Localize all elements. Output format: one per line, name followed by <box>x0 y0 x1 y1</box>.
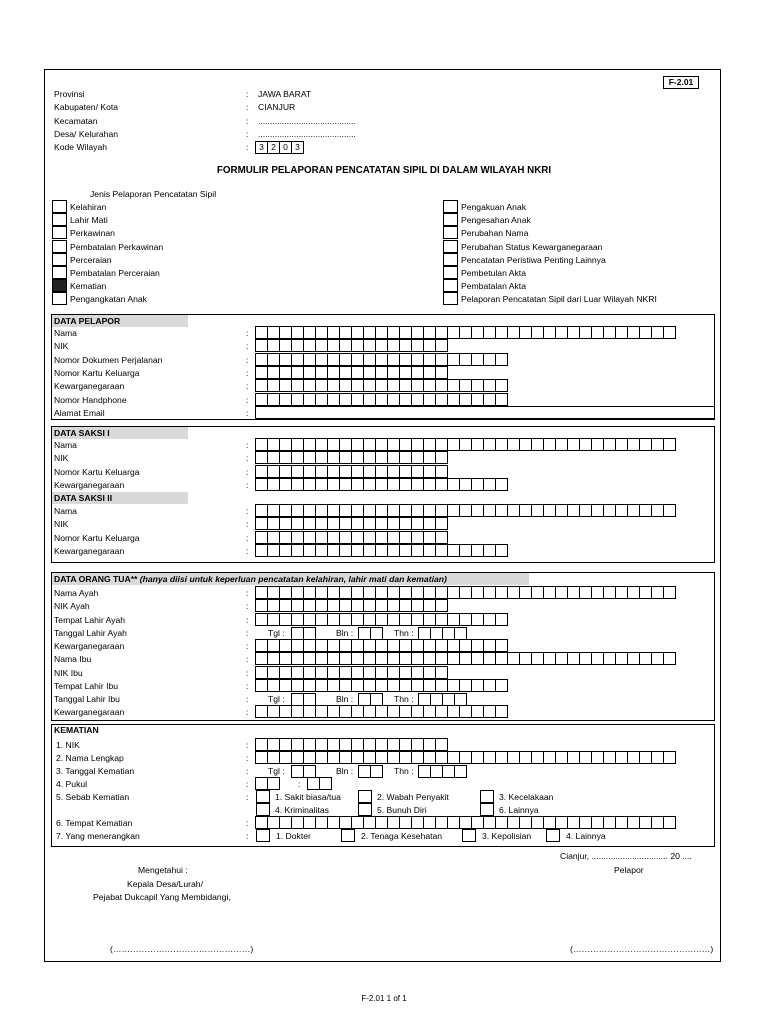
pelapor-input-boxes[interactable] <box>255 366 447 379</box>
char-box[interactable] <box>303 627 316 640</box>
ortu-input-boxes[interactable] <box>255 679 507 692</box>
char-box[interactable] <box>370 693 383 706</box>
char-box[interactable] <box>495 353 508 366</box>
form-code: F-2.01 <box>663 76 699 89</box>
form-title: FORMULIR PELAPORAN PENCATATAN SIPIL DI DALAM WILAYAH NKRI <box>216 165 552 176</box>
field-label: Nomor Kartu Keluarga <box>54 367 140 378</box>
kode-digit: 3 <box>255 141 268 154</box>
field-label: NIK <box>54 341 69 352</box>
colon: : <box>246 479 249 490</box>
provinsi-label: Provinsi <box>54 89 85 99</box>
page-number: F-2.01 1 of 1 <box>361 994 407 1003</box>
char-box[interactable] <box>495 705 508 718</box>
char-box[interactable] <box>435 531 448 544</box>
field-label: 7. Yang menerangkan <box>56 831 140 841</box>
field-label: 2. Nama Lengkap <box>56 753 124 763</box>
colon: : <box>246 519 249 530</box>
menerangkan-option: 2. Tenaga Kesehatan <box>361 831 443 841</box>
jenis-checkbox[interactable] <box>443 279 458 292</box>
char-box[interactable] <box>454 627 467 640</box>
pelapor-input-boxes[interactable] <box>255 339 447 352</box>
sebab-option: 3. Kecelakaan <box>499 792 554 802</box>
jenis-label: Pembetulan Akta <box>461 268 526 278</box>
char-box[interactable] <box>663 504 676 517</box>
char-box[interactable] <box>435 599 448 612</box>
jenis-label: Perubahan Nama <box>461 228 529 239</box>
sign-left[interactable]: (…………………………………………) <box>110 944 254 954</box>
bln-label: Bln : <box>336 627 354 638</box>
jenis-label: Pengesahan Anak <box>461 215 531 226</box>
jenis-checkbox[interactable] <box>52 279 67 292</box>
jenis-label: Pembatalan Perceraian <box>70 268 160 278</box>
colon: : <box>246 466 249 477</box>
char-box[interactable] <box>495 393 508 406</box>
colon: : <box>246 667 249 678</box>
jenis-label: Perubahan Status Kewarganegaraan <box>461 241 603 252</box>
tgl-boxes[interactable] <box>291 693 315 706</box>
jenis-checkbox[interactable] <box>52 213 67 226</box>
char-box[interactable] <box>303 693 316 706</box>
jam-boxes[interactable] <box>255 777 279 790</box>
pejabat-label: Pejabat Dukcapil Yang Membidangi, <box>93 892 231 902</box>
colon: : <box>246 394 249 405</box>
sebab-checkbox[interactable] <box>358 803 372 816</box>
colon: : <box>246 641 249 651</box>
menerangkan-checkbox[interactable] <box>341 829 355 842</box>
jenis-label: Pelaporan Pencatatan Sipil dari Luar Wilayah NKRI <box>461 294 657 305</box>
sebab-checkbox[interactable] <box>358 790 372 803</box>
sebab-checkbox[interactable] <box>480 790 494 803</box>
saksi2-input-boxes[interactable] <box>255 517 447 530</box>
jenis-checkbox[interactable] <box>443 292 458 305</box>
kode-digit: 2 <box>267 141 280 154</box>
menerangkan-checkbox[interactable] <box>462 829 476 842</box>
char-box[interactable] <box>663 816 676 829</box>
char-box[interactable] <box>435 451 448 464</box>
colon: : <box>246 707 249 718</box>
pelapor-heading: DATA PELAPOR <box>52 315 188 327</box>
colon: : <box>246 766 249 776</box>
jenis-checkbox[interactable] <box>52 240 67 253</box>
saksi2-input-boxes[interactable] <box>255 504 675 517</box>
bln-label: Bln : <box>336 766 354 776</box>
jenis-checkbox[interactable] <box>443 266 458 279</box>
char-box[interactable] <box>495 639 508 652</box>
field-label: Tanggal Lahir Ayah <box>54 627 127 638</box>
ortu-input-boxes[interactable] <box>255 599 447 612</box>
bln-boxes[interactable] <box>358 765 382 778</box>
char-box[interactable] <box>495 613 508 626</box>
char-box[interactable] <box>663 751 676 764</box>
kabupaten-value: CIANJUR <box>258 102 296 112</box>
colon: : <box>246 680 249 691</box>
colon: : <box>246 367 249 378</box>
field-label: Nama Ayah <box>54 588 99 598</box>
colon: : <box>246 341 249 352</box>
colon: : <box>246 354 249 365</box>
tgl-label: Tgl : <box>268 694 285 704</box>
kepala-label: Kepala Desa/Lurah/ <box>127 879 203 889</box>
saksi1-input-boxes[interactable] <box>255 465 447 478</box>
char-box[interactable] <box>370 627 383 640</box>
char-box[interactable] <box>435 738 448 751</box>
field-label: NIK Ibu <box>54 667 83 678</box>
nik-boxes[interactable] <box>255 738 447 751</box>
ortu-input-boxes[interactable] <box>255 666 447 679</box>
thn-boxes[interactable] <box>418 693 466 706</box>
menit-boxes[interactable] <box>307 777 331 790</box>
jenis-checkbox[interactable] <box>443 240 458 253</box>
field-label: Kewarganegaraan <box>54 381 125 392</box>
jenis-checkbox[interactable] <box>52 226 67 239</box>
field-label: Nomor Kartu Keluarga <box>54 532 140 543</box>
colon: : <box>246 614 249 625</box>
kabupaten-label: Kabupaten/ Kota <box>54 102 119 112</box>
menerangkan-checkbox[interactable] <box>546 829 560 842</box>
kematian-heading: KEMATIAN <box>54 725 99 735</box>
char-box[interactable] <box>435 465 448 478</box>
sebab-option: 2. Wabah Penyakit <box>377 792 449 802</box>
char-box[interactable] <box>495 478 508 491</box>
jenis-checkbox[interactable] <box>443 253 458 266</box>
ortu-input-boxes[interactable] <box>255 652 675 665</box>
field-label: 5. Sebab Kematian <box>56 792 130 802</box>
colon: : <box>246 328 249 338</box>
colon: : <box>246 506 249 516</box>
field-label: Nomor Dokumen Perjalanan <box>54 354 163 365</box>
colon: : <box>246 545 249 556</box>
bln-label: Bln : <box>336 694 354 704</box>
field-label: Nomor Kartu Keluarga <box>54 466 140 477</box>
thn-label: Thn : <box>394 627 414 638</box>
field-label: Kewarganegaraan <box>54 479 125 490</box>
tempat-boxes[interactable] <box>255 816 675 829</box>
colon: : <box>246 532 249 543</box>
char-box[interactable] <box>663 438 676 451</box>
saksi2-input-boxes[interactable] <box>255 544 507 557</box>
tgl-boxes[interactable] <box>291 627 315 640</box>
jenis-label: Kelahiran <box>70 202 107 212</box>
field-label: 6. Tempat Kematian <box>56 818 133 828</box>
sebab-option: 4. Kriminalitas <box>275 805 329 815</box>
saksi2-input-boxes[interactable] <box>255 531 447 544</box>
kecamatan-value[interactable]: ......................................... <box>258 116 356 126</box>
field-label: Kewarganegaraan <box>54 641 125 651</box>
field-label: 3. Tanggal Kematian <box>56 766 135 776</box>
field-label: Nama Ibu <box>54 654 92 665</box>
char-box[interactable] <box>663 326 676 339</box>
pelapor-input-boxes[interactable] <box>255 353 507 366</box>
sebab-checkbox[interactable] <box>480 803 494 816</box>
jenis-label: Pembatalan Perkawinan <box>70 241 164 252</box>
ortu-heading-title: DATA ORANG TUA** <box>54 574 138 584</box>
field-label: Kewarganegaraan <box>54 545 125 556</box>
kode-digit: 3 <box>291 141 304 154</box>
colon: : <box>246 142 249 152</box>
provinsi-value: JAWA BARAT <box>258 89 312 99</box>
colon: : <box>246 740 249 750</box>
field-label: NIK <box>54 519 69 530</box>
jenis-heading: Jenis Pelaporan Pencatatan Sipil <box>90 189 217 199</box>
saksi2-heading: DATA SAKSI II <box>52 492 188 504</box>
char-box[interactable] <box>495 679 508 692</box>
field-label: Tempat Lahir Ayah <box>54 614 126 625</box>
ortu-heading <box>52 573 529 585</box>
char-box[interactable] <box>663 586 676 599</box>
jenis-label: Perkawinan <box>70 228 115 239</box>
field-label: 4. Pukul <box>56 779 88 789</box>
saksi1-heading: DATA SAKSI I <box>52 427 188 439</box>
colon: : <box>246 381 249 392</box>
field-label: Nama <box>54 506 77 516</box>
pelapor-input-boxes[interactable] <box>255 379 507 392</box>
desa-label: Desa/ Kelurahan <box>54 129 119 139</box>
char-box[interactable] <box>435 517 448 530</box>
jenis-label: Pengangkatan Anak <box>70 294 147 305</box>
pukul-colon: : <box>298 779 301 789</box>
bln-boxes[interactable] <box>358 627 382 640</box>
jenis-checkbox[interactable] <box>52 253 67 266</box>
char-box[interactable] <box>454 693 467 706</box>
jenis-checkbox[interactable] <box>52 200 67 213</box>
sebab-option: 1. Sakit biasa/tua <box>275 792 341 802</box>
ortu-input-boxes[interactable] <box>255 613 507 626</box>
colon: : <box>246 818 249 828</box>
saksi1-input-boxes[interactable] <box>255 438 675 451</box>
nama-boxes[interactable] <box>255 751 675 764</box>
ortu-heading-note: (hanya diisi untuk keperluan pencatatan kelahiran, lahir mati dan kematian) <box>139 574 447 584</box>
colon: : <box>246 102 249 112</box>
field-label: NIK <box>54 453 69 464</box>
field-label: 1. NIK <box>56 740 80 750</box>
jenis-checkbox[interactable] <box>443 213 458 226</box>
colon: : <box>246 89 249 99</box>
thn-label: Thn : <box>394 694 414 704</box>
saksi1-input-boxes[interactable] <box>255 478 507 491</box>
field-label: Tempat Lahir Ibu <box>54 680 119 691</box>
field-label: Nama <box>54 328 77 338</box>
colon: : <box>246 588 249 598</box>
field-label: Nomor Handphone <box>54 394 127 405</box>
sebab-checkbox[interactable] <box>256 803 270 816</box>
ortu-input-boxes[interactable] <box>255 639 507 652</box>
jenis-checkbox[interactable] <box>443 226 458 239</box>
city-date[interactable]: Cianjur, ................................ 20 .... <box>560 851 692 861</box>
pelapor-sign-label: Pelapor <box>614 865 644 875</box>
colon: : <box>246 753 249 763</box>
sebab-option: 5. Bunuh Diri <box>377 805 427 815</box>
thn-boxes[interactable] <box>418 765 466 778</box>
colon: : <box>246 627 249 638</box>
field-label: Tanggal Lahir Ibu <box>54 694 120 704</box>
colon: : <box>246 831 249 841</box>
field-label: Kewarganegaraan <box>54 707 125 718</box>
kecamatan-label: Kecamatan <box>54 116 98 126</box>
field-label: NIK Ayah <box>54 601 90 612</box>
ortu-input-boxes[interactable] <box>255 586 675 599</box>
char-box[interactable] <box>495 379 508 392</box>
kode-wilayah-boxes <box>255 141 303 154</box>
jenis-checkbox[interactable] <box>52 292 67 305</box>
sebab-option: 6. Lainnya <box>499 805 539 815</box>
field-label: Nama <box>54 440 77 450</box>
bln-boxes[interactable] <box>358 693 382 706</box>
char-box[interactable] <box>435 666 448 679</box>
menerangkan-checkbox[interactable] <box>256 829 270 842</box>
menerangkan-option: 4. Lainnya <box>566 831 606 841</box>
jenis-label: Kematian <box>70 281 107 292</box>
colon: : <box>246 116 249 126</box>
jenis-label: Pembatalan Akta <box>461 281 526 292</box>
char-box[interactable] <box>435 366 448 379</box>
email-input[interactable] <box>255 406 715 419</box>
tgl-label: Tgl : <box>268 627 285 638</box>
kode-digit: 0 <box>279 141 292 154</box>
char-box[interactable] <box>663 652 676 665</box>
mengetahui-label: Mengetahui : <box>138 865 188 875</box>
colon: : <box>246 654 249 665</box>
desa-value[interactable]: ......................................... <box>258 129 356 139</box>
jenis-label: Pencatatan Peristiwa Penting Lainnya <box>461 254 606 265</box>
char-box[interactable] <box>454 765 467 778</box>
char-box[interactable] <box>370 765 383 778</box>
jenis-label: Pengakuan Anak <box>461 202 526 212</box>
pelapor-input-boxes[interactable] <box>255 393 507 406</box>
menerangkan-option: 3. Kepolisian <box>482 831 532 841</box>
colon: : <box>246 407 249 418</box>
char-box[interactable] <box>267 777 280 790</box>
pelapor-input-boxes[interactable] <box>255 326 675 339</box>
colon: : <box>246 129 249 139</box>
saksi1-input-boxes[interactable] <box>255 451 447 464</box>
jenis-label: Perceraian <box>70 254 112 265</box>
menerangkan-option: 1. Dokter <box>276 831 311 841</box>
char-box[interactable] <box>435 339 448 352</box>
thn-label: Thn : <box>394 766 414 776</box>
sign-right[interactable]: (…………………………………………) <box>570 944 714 954</box>
colon: : <box>246 792 249 802</box>
char-box[interactable] <box>495 544 508 557</box>
ortu-input-boxes[interactable] <box>255 705 507 718</box>
colon: : <box>246 779 249 789</box>
colon: : <box>246 453 249 464</box>
jenis-label: Lahir Mati <box>70 215 108 226</box>
sebab-checkbox[interactable] <box>256 790 270 803</box>
tgl-label: Tgl : <box>268 766 285 776</box>
field-label: Alamat Email <box>54 407 105 418</box>
colon: : <box>246 601 249 612</box>
colon: : <box>246 440 249 450</box>
char-box[interactable] <box>319 777 332 790</box>
jenis-checkbox[interactable] <box>52 266 67 279</box>
colon: : <box>246 694 249 704</box>
jenis-checkbox[interactable] <box>443 200 458 213</box>
kode-label: Kode Wilayah <box>54 142 108 152</box>
thn-boxes[interactable] <box>418 627 466 640</box>
